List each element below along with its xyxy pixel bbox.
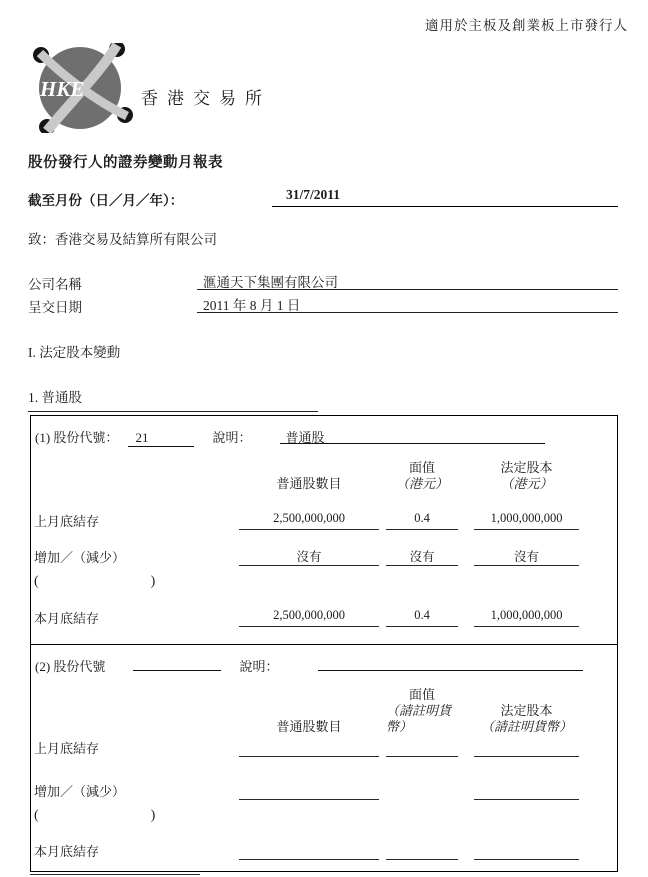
block2-stock-code-label: 股份代號 (53, 659, 106, 674)
month-end-row (28, 189, 620, 210)
block1-col-authorized: 法定股本 （港元） (500, 460, 553, 491)
block1-row-increase-decrease: 增加／（減少） 沒有 沒有 沒有 (34, 547, 579, 566)
block1-desc-field: 普通股 (280, 427, 545, 444)
block1-col-par: 面值 （港元） (395, 460, 448, 491)
block2-col-authorized: 法定股本 （請註明貨幣） (480, 703, 572, 734)
block1-change-par: 沒有 (386, 547, 458, 566)
filing-date-row (28, 296, 301, 316)
filing-date-label: 呈交日期 (28, 300, 82, 315)
block2-change-par-blank (386, 781, 458, 800)
month-end-label: 截至月份（日／月／年）： (28, 193, 184, 208)
company-name-row (28, 273, 338, 293)
block1-closing-shares: 2,500,000,000 (239, 608, 379, 627)
block1-closing-par: 0.4 (386, 608, 458, 627)
block1-row-closing-balance: 本月底結存 2,500,000,000 0.4 1,000,000,000 (34, 608, 579, 627)
block1-opening-authorized: 1,000,000,000 (474, 511, 579, 530)
filing-date-field: 2011 年 8 月 1 日 (197, 294, 618, 313)
block1-change-shares: 沒有 (239, 547, 379, 566)
block2-row-opening-balance: 上月底結存 (34, 738, 579, 757)
block2-change-shares (239, 781, 379, 800)
section-i-title: I. 法定股本變動 (28, 345, 121, 360)
block1-desc-label: 說明： (212, 430, 252, 445)
block1-col-shares: 普通股數目 (276, 476, 342, 491)
block1-row-opening-balance: 上月底結存 2,500,000,000 0.4 1,000,000,000 (34, 511, 579, 530)
block2-row-increase-decrease: 增加／（減少） (34, 781, 579, 800)
exchange-chinese-name: 香港交易所 (141, 89, 271, 108)
block2-closing-shares (239, 841, 379, 860)
block1-index: (1) (35, 430, 51, 445)
block1-closing-authorized: 1,000,000,000 (474, 608, 579, 627)
block2-opening-authorized (474, 738, 579, 757)
block1-column-headers (34, 460, 579, 492)
block1-paren-row: ( ) (34, 574, 156, 589)
block2-desc-field (318, 654, 583, 671)
next-section-partial-line (30, 874, 200, 876)
addressee-line: 致：香港交易及結算所有限公司 (28, 232, 217, 247)
block2-col-shares: 普通股數目 (276, 719, 342, 734)
block2-closing-par (386, 841, 458, 860)
month-end-value-field: 31/7/2011 (272, 187, 618, 207)
block2-col-par: 面值 （請註明貨幣） (386, 687, 452, 734)
block2-column-headers (34, 687, 579, 735)
block2-change-authorized (474, 781, 579, 800)
block2-code-row (35, 654, 609, 675)
block1-code-row (35, 427, 609, 447)
authorised-capital-table (30, 415, 618, 872)
hkex-logo (28, 43, 134, 133)
company-name-label: 公司名稱 (28, 277, 82, 292)
block1-opening-par: 0.4 (386, 511, 458, 530)
company-name-field: 滙通天下集團有限公司 (197, 271, 618, 290)
block2-stock-code-field (133, 654, 221, 671)
block1-stock-code-label: 股份代號： (53, 430, 119, 445)
subsection-ordinary-shares-title: 1. 普通股 (28, 386, 318, 412)
block1-stock-code-field: 21 (128, 430, 194, 447)
block2-opening-par (386, 738, 458, 757)
table-block-1 (31, 416, 617, 645)
block2-paren-row: ( ) (34, 808, 156, 823)
block2-row-closing-balance: 本月底結存 (34, 841, 579, 860)
block1-opening-shares: 2,500,000,000 (239, 511, 379, 530)
form-title: 股份發行人的證券變動月報表 (28, 155, 223, 171)
applicability-note: 適用於主板及創業板上市發行人 (425, 18, 628, 33)
table-block-2 (31, 645, 617, 871)
block2-opening-shares (239, 738, 379, 757)
logo-acronym: HKE (40, 77, 85, 101)
block2-desc-label: 說明： (239, 659, 279, 674)
block1-change-authorized: 沒有 (474, 547, 579, 566)
block2-closing-authorized (474, 841, 579, 860)
block2-index: (2) (35, 659, 51, 674)
